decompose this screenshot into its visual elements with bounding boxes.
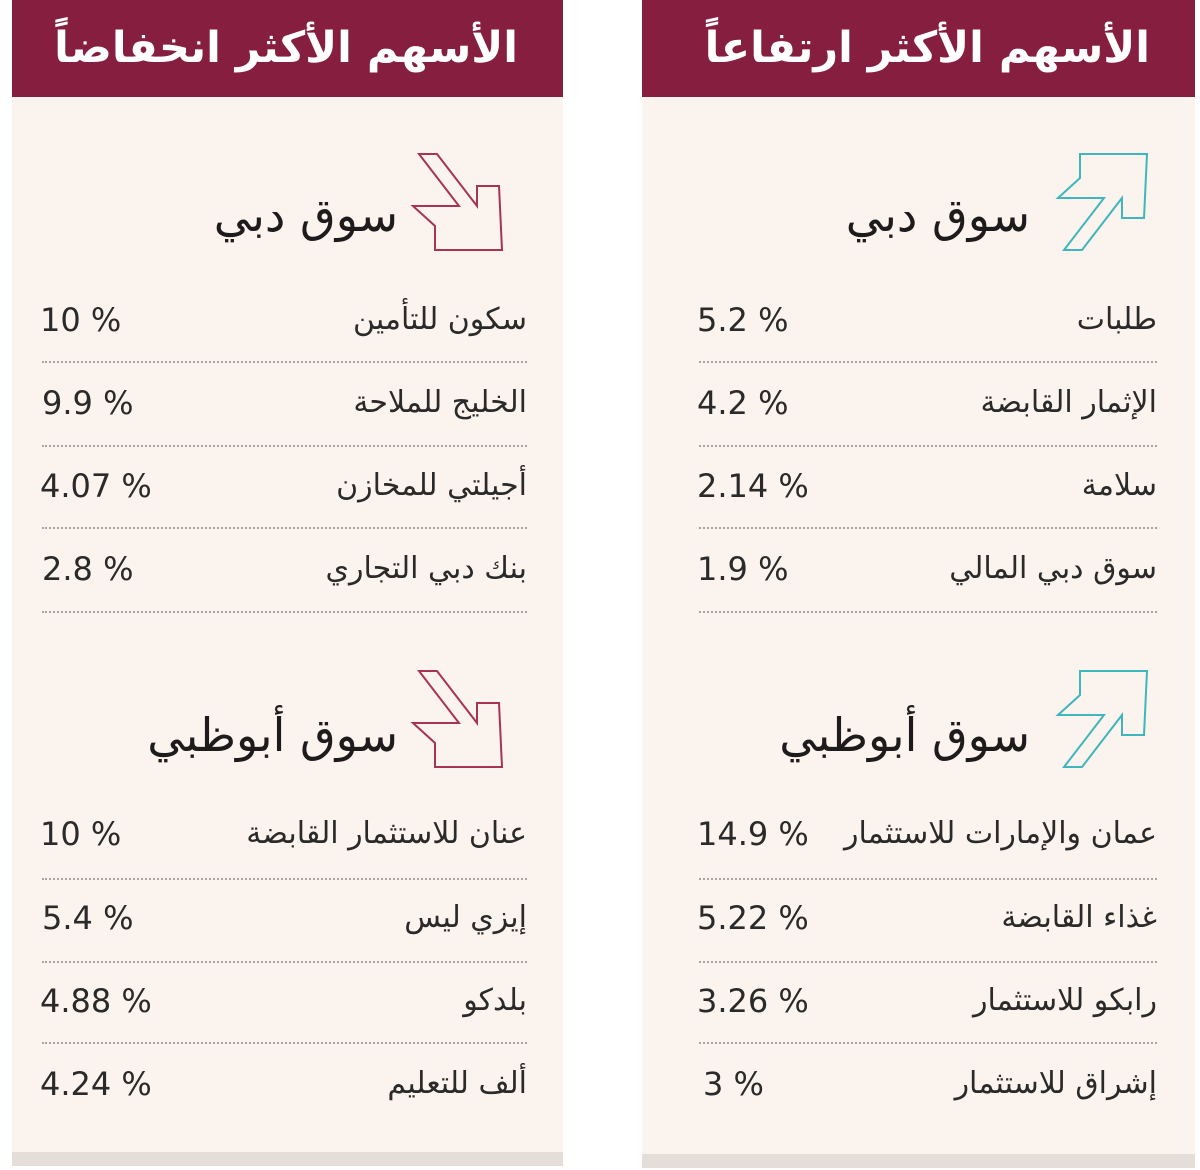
row-divider	[699, 1042, 1157, 1044]
stock-name: غذاء القابضة	[1001, 900, 1157, 935]
table-row	[697, 546, 1157, 592]
stock-change: 5.22 %	[697, 899, 809, 937]
table-row	[40, 895, 527, 941]
market-title-abudhabi: سوق أبوظبي	[779, 708, 1030, 762]
arrow-up-right-icon	[1052, 150, 1152, 254]
arrow-up-right-icon	[1052, 667, 1152, 771]
losers-panel	[12, 0, 563, 1166]
row-divider	[42, 445, 527, 447]
table-row	[40, 1061, 527, 1107]
table-row	[697, 1061, 1157, 1107]
stock-name: سكون للتأمين	[353, 302, 527, 337]
table-row	[40, 463, 527, 509]
stock-name: ألف للتعليم	[387, 1066, 527, 1101]
table-row	[40, 380, 527, 426]
table-row	[697, 380, 1157, 426]
stock-name: الإثمار القابضة	[980, 385, 1157, 420]
row-divider	[699, 961, 1157, 963]
stock-change: 10 %	[40, 301, 122, 339]
stock-change: 4.24 %	[40, 1065, 152, 1103]
market-title-abudhabi: سوق أبوظبي	[147, 708, 398, 762]
table-row	[40, 978, 527, 1024]
stock-change: 4.07 %	[40, 467, 152, 505]
stock-change: 10 %	[40, 815, 122, 853]
gainers-title: الأسهم الأكثر ارتفاعاً	[642, 0, 1195, 97]
stock-name: أجيلتي للمخازن	[336, 468, 527, 503]
market-title-dubai: سوق دبي	[845, 188, 1030, 242]
stock-name: إيزي ليس	[404, 900, 527, 935]
stock-change: 2.14 %	[697, 467, 809, 505]
stock-change: 3.26 %	[697, 982, 809, 1020]
stock-name: عنان للاستثمار القابضة	[246, 816, 527, 851]
row-divider	[42, 527, 527, 529]
stock-name: رابكو للاستثمار	[972, 983, 1157, 1018]
stock-change: 3 %	[703, 1065, 764, 1103]
stock-change: 5.4 %	[42, 899, 134, 937]
stock-name: سلامة	[1081, 468, 1157, 503]
stock-change: 14.9 %	[697, 815, 809, 853]
stock-name: الخليج للملاحة	[353, 385, 527, 420]
stock-change: 1.9 %	[697, 550, 789, 588]
row-divider	[699, 527, 1157, 529]
table-row	[697, 297, 1157, 343]
market-title-dubai: سوق دبي	[213, 188, 398, 242]
stock-name: بنك دبي التجاري	[325, 551, 527, 586]
table-row	[697, 978, 1157, 1024]
stock-name: بلدكو	[463, 983, 527, 1018]
stock-name: عمان والإمارات للاستثمار	[844, 816, 1157, 851]
row-divider	[42, 361, 527, 363]
row-divider	[699, 878, 1157, 880]
row-divider	[42, 1042, 527, 1044]
table-row	[40, 546, 527, 592]
arrow-down-right-icon	[407, 150, 507, 256]
row-divider	[42, 611, 527, 613]
stock-change: 2.8 %	[42, 550, 134, 588]
stock-name: إشراق للاستثمار	[954, 1066, 1157, 1101]
stock-change: 5.2 %	[697, 301, 789, 339]
stock-name: سوق دبي المالي	[949, 551, 1157, 586]
gainers-panel	[642, 0, 1195, 1168]
stock-name: طلبات	[1076, 302, 1157, 337]
table-row	[697, 811, 1157, 857]
arrow-down-right-icon	[407, 667, 507, 773]
stock-change: 4.88 %	[40, 982, 152, 1020]
table-row	[697, 895, 1157, 941]
row-divider	[42, 878, 527, 880]
table-row	[697, 463, 1157, 509]
losers-title: الأسهم الأكثر انخفاضاً	[12, 0, 563, 97]
stock-change: 9.9 %	[42, 384, 134, 422]
row-divider	[699, 611, 1157, 613]
table-row	[40, 297, 527, 343]
row-divider	[42, 961, 527, 963]
row-divider	[699, 445, 1157, 447]
table-row	[40, 811, 527, 857]
stock-change: 4.2 %	[697, 384, 789, 422]
row-divider	[699, 361, 1157, 363]
